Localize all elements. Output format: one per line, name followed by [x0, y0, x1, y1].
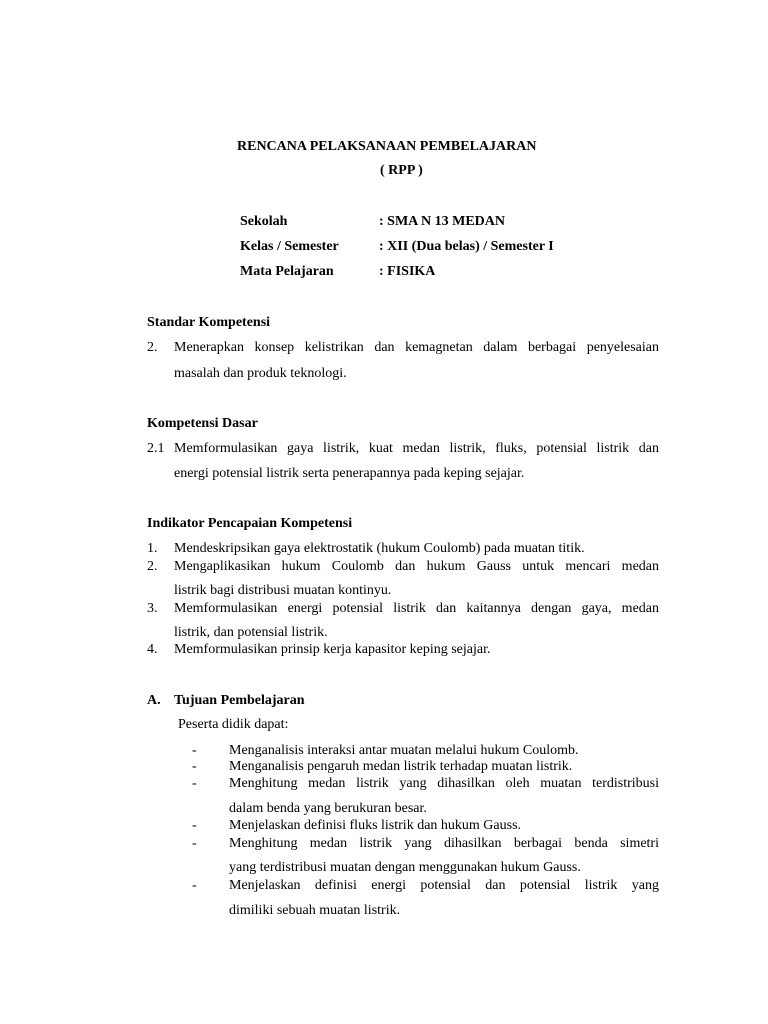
tujuan-item-cont: dimiliki sebuah muatan listrik. — [229, 903, 401, 918]
indikator-line: Memformulasikan prinsip kerja kapasitor keping sejajar. — [174, 642, 491, 657]
identity-label-class: Kelas / Semester — [240, 239, 339, 254]
standar-line-1: Menerapkan konsep kelistrikan dan kemagnetan dalam berbagai penyelesaian — [174, 340, 659, 355]
indikator-line: Mengaplikasikan hukum Coulomb dan hukum Gauss untuk mencari medan — [174, 559, 659, 574]
dasar-number: 2.1 — [147, 441, 165, 456]
tujuan-item: Menganalisis pengaruh medan listrik terhadap muatan listrik. — [229, 759, 573, 774]
identity-label-school: Sekolah — [240, 214, 288, 229]
tujuan-item: Menjelaskan definisi energi potensial dan potensial listrik yang — [229, 878, 659, 893]
tujuan-item: Menghitung medan listrik yang dihasilkan berbagai benda simetri — [229, 836, 659, 851]
bullet-dash: - — [192, 759, 197, 774]
indikator-number: 1. — [147, 541, 158, 556]
tujuan-intro: Peserta didik dapat: — [178, 717, 289, 732]
identity-value-subject: : FISIKA — [379, 264, 436, 279]
bullet-dash: - — [192, 776, 197, 791]
bullet-dash: - — [192, 836, 197, 851]
tujuan-item-cont: yang terdistribusi muatan dengan menggunakan hukum Gauss. — [229, 860, 581, 875]
tujuan-item: Menghitung medan listrik yang dihasilkan oleh muatan terdistribusi — [229, 776, 659, 791]
standar-line-2: masalah dan produk teknologi. — [174, 366, 347, 381]
document-subtitle: ( RPP ) — [380, 163, 423, 178]
bullet-dash: - — [192, 878, 197, 893]
indikator-line: Mendeskripsikan gaya elektrostatik (hukum Coulomb) pada muatan titik. — [174, 541, 585, 556]
indikator-number: 4. — [147, 642, 158, 657]
tujuan-letter: A. — [147, 693, 161, 708]
tujuan-heading: Tujuan Pembelajaran — [174, 693, 305, 708]
identity-value-school: : SMA N 13 MEDAN — [379, 214, 505, 229]
standar-number: 2. — [147, 340, 158, 355]
tujuan-item: Menganalisis interaksi antar muatan melalui hukum Coulomb. — [229, 743, 579, 758]
bullet-dash: - — [192, 818, 197, 833]
indikator-line: Memformulasikan energi potensial listrik dan kaitannya dengan gaya, medan — [174, 601, 659, 616]
dasar-line-1: Memformulasikan gaya listrik, kuat medan listrik, fluks, potensial listrik dan — [174, 441, 659, 456]
indikator-number: 3. — [147, 601, 158, 616]
indikator-line-cont: listrik, dan potensial listrik. — [174, 625, 328, 640]
tujuan-item: Menjelaskan definisi fluks listrik dan hukum Gauss. — [229, 818, 522, 833]
standar-heading: Standar Kompetensi — [147, 315, 271, 330]
dasar-line-2: energi potensial listrik serta penerapannya pada keping sejajar. — [174, 466, 525, 481]
indikator-heading: Indikator Pencapaian Kompetensi — [147, 516, 353, 531]
indikator-line-cont: listrik bagi distribusi muatan kontinyu. — [174, 583, 392, 598]
document-title: RENCANA PELAKSANAAN PEMBELAJARAN — [237, 139, 537, 154]
indikator-number: 2. — [147, 559, 158, 574]
identity-value-class: : XII (Dua belas) / Semester I — [379, 239, 554, 254]
dasar-heading: Kompetensi Dasar — [147, 416, 258, 431]
identity-label-subject: Mata Pelajaran — [240, 264, 334, 279]
tujuan-item-cont: dalam benda yang berukuran besar. — [229, 801, 427, 816]
bullet-dash: - — [192, 743, 197, 758]
